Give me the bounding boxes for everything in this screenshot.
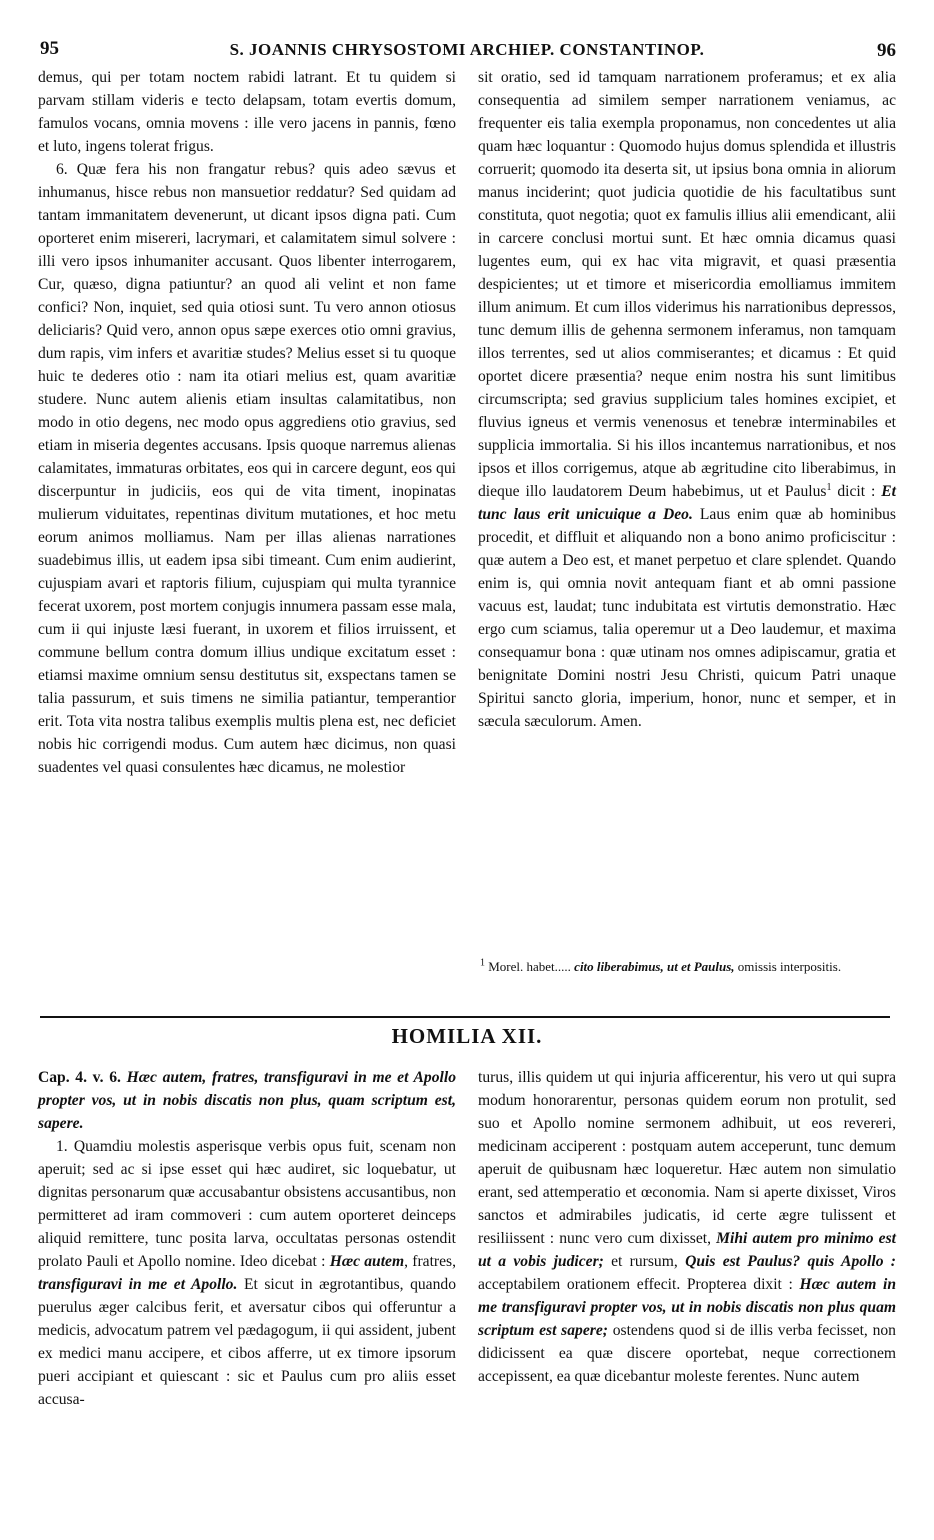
column-bottom-right [478, 1066, 896, 1388]
chapter-reference: Cap. 4. v. 6. [38, 1069, 121, 1086]
column-bottom-left [38, 1066, 456, 1411]
text-run: Laus enim quæ ab hominibus procedit, et diffluit et aliquando non a bono animo proficiscitur : quæ autem a Deo est, et manet perpetuo et clare splendet. Quando enim is, qui omnia novit antequam fiant et ab omni passione vacuus est, laudat; tunc indubitata est virtutis demonstratio. Hæc ergo cum sciamus, talia operemur ut a Deo laudemur, et maxima consequamur bona : quæ utinam nos omnes adipiscamur, gratia et benignitate Domini nostri Jesu Christi, quicum Patri unaque Spiritui sancto gloria, imperium, honor, nunc et semper, et in sæcula sæculorum. Amen. [478, 506, 896, 730]
homily-title: HOMILIA XII. [391, 1024, 543, 1048]
running-head: S. JOANNIS CHRYSOSTOMI ARCHIEP. CONSTANTINOP. [229, 40, 705, 59]
scripture-quote: Hæc autem in me transfiguravi propter vos, ut in nobis discatis non plus quam scriptum est sapere; [478, 1276, 896, 1339]
page-number-left: 95 [40, 38, 59, 59]
footnote-marker: 1 [826, 481, 832, 493]
paragraph: demus, qui per totam noctem rabidi latrant. Et tu quidem si parvam stillam videris e tecto delapsam, totam evertis domum, famulos vocans, omnia movens : ille vero jacens in pannis, fœno et luto, ingens tolerat frigus. [38, 69, 456, 155]
text-run: dicit : [831, 483, 882, 500]
chapter-heading [38, 1066, 456, 1135]
paragraph [478, 1066, 896, 1388]
text-run: ostendens quod si de illis verba fecisset, non didicissent ea quæ discere oportebat, neque correctionem accepissent, ea quæ dicebantur moleste ferentes. Nunc autem [478, 1322, 896, 1385]
text-run: turus, illis quidem ut qui injuria afficerentur, his vero ut qui supra modum honorarentur, personas quidem eorum non protulit, sed suo et Apollo nomine sermonem adhibuit, ut eos revereri, medicinam acciperent : postquam autem acceperunt, tunc demum aperuit de quibusnam hæc loqueretur. Hæc autem non simulatio erant, sed attemperatio et œconomia. Nam si aperte dixisset, Viros sanctos et admirabiles judicatis, id certe ægre tulissent et resiliissent : nunc vero cum dixisset, [478, 1069, 896, 1247]
scripture-quote: transfiguravi in me et Apollo. [38, 1276, 238, 1293]
text-run: 1. Quamdiu molestis asperisque verbis opus fuit, scenam non aperuit; sed ac si ipse esset qui hæc audiret, sic loquebatur, ut dignitas personarum quæ accusabantur obsistens accusantibus, non permitteret ad iram commoveri : cum autem oporteret deinceps aliquid remittere, tunc posita larva, occultatas personas ostendit prolato Pauli et Apollo nomine. Ideo dicebat : [38, 1138, 456, 1270]
footnote-text: Morel. habet..... [485, 959, 575, 974]
column-top-right [478, 66, 896, 733]
footnote-quote: cito liberabimus, ut et Paulus, [574, 959, 735, 974]
footnote [480, 958, 896, 975]
chapter-verse: Hæc autem, fratres, transfiguravi in me et Apollo propter vos, ut in nobis discatis non plus, quam scriptum est, sapere. [38, 1069, 456, 1132]
text-run: Et sicut in ægrotantibus, quando puerulus æger calcibus ferit, et aversatur cibos qui offeruntur a medicis, advocatum patrem vel pædagogum, ii qui assident, jubent ex medici manu accipere, et cibos afferre, ut ex timore ipsorum pueri accipiant et quiescant : sic et Paulus cum pro aliis esset accusa- [38, 1276, 456, 1408]
footnote-text: omissis interpositis. [734, 959, 842, 974]
page-header [0, 38, 934, 62]
text-run: acceptabilem orationem effecit. Propterea dixit : [478, 1276, 800, 1293]
scripture-quote: Et tunc laus erit unicuique a Deo. [478, 483, 896, 523]
paragraph [478, 66, 896, 733]
paragraph-6: 6. Quæ fera his non frangatur rebus? quis adeo sævus et inhumanus, hisce rebus non mansuetior reddatur? Sed quidam ad tantam immanitatem devenerunt, ut dicant ipsos digna pati. Cum oporteret enim misereri, lacrymari, et calamitatem simul solvere : illi vero ipsos inhumaniter accusant. Quos libenter interrogarem, Cur, quæso, digna patiuntur? an quod ali velint et non fame confici? Non, inquiet, sed quia otiosi sunt. Tu vero annon otiosus deliciaris? Quid vero, annon opus sæpe exerces otio omni gravius, dum rapis, vim infers et avaritiæ studes? Melius esset si tu quoque huic te dederes otio : nam ita otiari melius est, quam avaritiæ studere. Nunc autem alienis etiam insultas calamitatibus, non modo in otio degens, nec modo opus aggrediens otio gravius, sed etiam in miseria degentes accusans. Ipsis quoque narremus alienas calamitates, immaturas orbitates, eos qui in carcere degunt, eos qui discerpuntur in judiciis, eos qui de vita timent, inopinatas mulierum viduitates, repentinas divitum mutationes, et hoc metu eorum animos molliamus. Nam per illas alienas narrationes suadebimus illis, ut eadem ipsa sibi timeant. Cum enim audierint, cujuspiam avari et raptoris filium, cujuspiam qui multa tyrannice fecerat uxorem, post mortem conjugis innumera passam esse mala, cum ii qui injuste læsi fuerant, in uxorem et filios irruissent, et commune bellum contra domum illius undique excitatum esset : etiamsi maxime omnium sensu destitutus sit, exspectans tamen se talia passurum, et suis timens ne similia patiantur, temperantior erit. Tota vita nostra talibus exemplis multis plena est, nec deficiet nobis hic corrigendi modus. Cum autem hæc dicimus, non quasi suadentes vel quasi consulentes hæc dicamus, ne molestior [38, 161, 456, 776]
scripture-quote: Quis est Paulus? quis Apollo : [685, 1253, 896, 1270]
text-run: sit oratio, sed id tamquam narrationem proferamus; et ex alia consequentia ad similem semper narrationem veniamus, ac frequenter eis talia exempla proponamus, non concedentes ut alia quam hæc loquantur : Quomodo hujus domus splendida et illustris corruerit; quomodo ita deserta sit, ut ipsius bona omnia in aliorum manus inciderint; quot judicia quotidie de his facultatibus sunt constituta, quot negotia; quot ex famulis illius alii emendicant, alii in carcere conclusi mortui sunt. Et hæc omnia dicamus quasi lugentes eum, qui ex hac vita migravit, et quasi præsentia despicientes; ut et timore et misericordia emolliamus immitem illum animum. Et cum illos viderimus his narrationibus depressos, tunc demum illis de gehenna sermonem inferamus, non tamquam illos terrentes, sed ut alios commiserantes; et dicamus : Et quid oportet dicere præsentia? neque enim nostra his sunt limitibus circumscripta; sed gravius supplicium tales homines excipiet, et fluvius igneus et vermis venenosus et tenebræ interminabiles et supplicia immortalia. Si his illos incantemus narrationibus, et nos ipsos et illos corrigemus, atque ab ægritudine cito liberabimus, in dieque illo laudatorem Deum habebimus, ut et Paulus [478, 69, 896, 500]
text-run: , fratres, [404, 1253, 456, 1270]
text-run: et rursum, [603, 1253, 686, 1270]
column-top-left [38, 66, 456, 779]
footnote-number: 1 [480, 957, 485, 969]
page-number-right: 96 [877, 40, 896, 61]
scripture-quote: Mihi autem pro minimo est ut a vobis judicer; [478, 1230, 897, 1270]
paragraph-1 [38, 1135, 456, 1411]
scripture-quote: Hæc autem [329, 1253, 405, 1270]
section-divider [40, 1016, 890, 1018]
